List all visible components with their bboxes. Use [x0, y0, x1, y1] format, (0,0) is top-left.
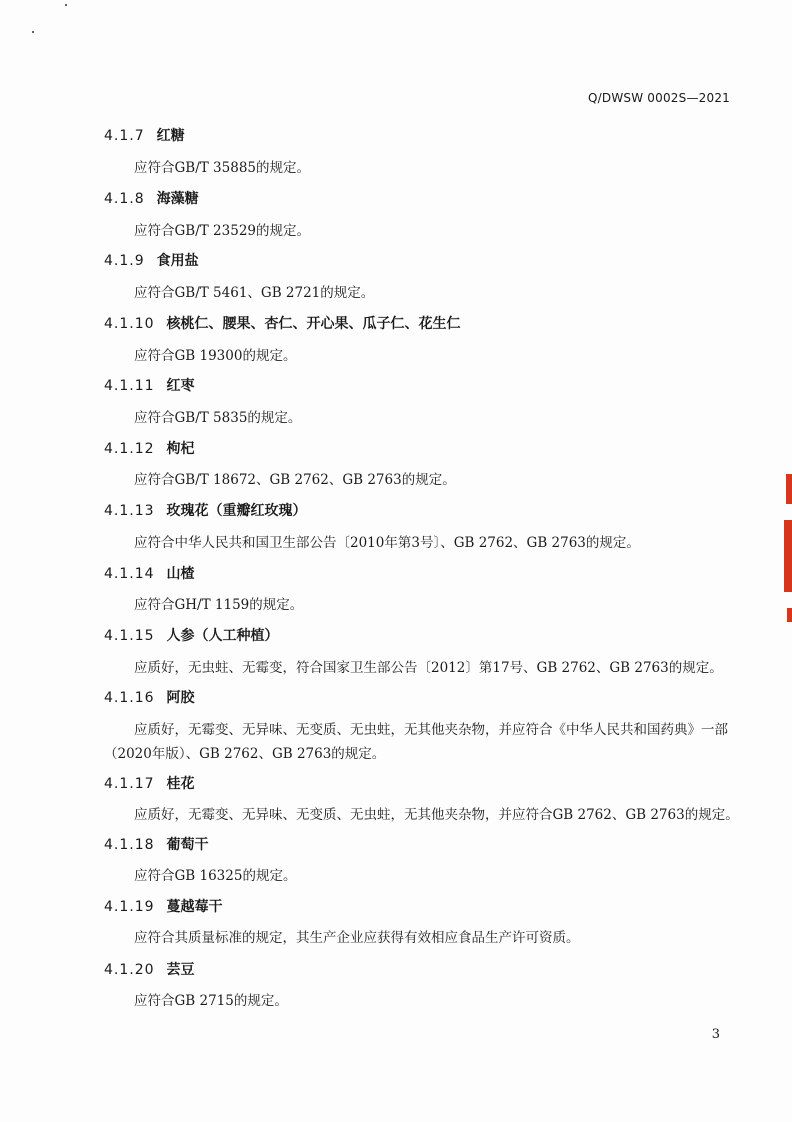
section-title: 海藻糖 [156, 191, 199, 207]
edge-stamp-mark [787, 608, 792, 622]
section-title: 蔓越莓干 [166, 899, 223, 915]
section-title: 玫瑰花（重瓣红玫瑰） [166, 503, 307, 519]
section-body: 应符合GB 16325的规定。 [134, 868, 297, 884]
scan-speck [32, 31, 34, 33]
section-number: 4.1.19 [104, 899, 155, 915]
section-heading [104, 440, 195, 458]
section-body: 应符合中华人民共和国卫生部公告〔2010年第3号〕、GB 2762、GB 2763的规定。 [134, 535, 640, 551]
section-body: 应符合GB/T 23529的规定。 [134, 223, 310, 239]
section-title: 红枣 [166, 378, 195, 394]
section-number: 4.1.12 [104, 441, 155, 457]
section-body: 应符合GB 2715的规定。 [134, 993, 288, 1009]
section-body: 应符合GB/T 5461、GB 2721的规定。 [134, 285, 375, 301]
section-title: 芸豆 [166, 962, 195, 978]
section-number: 4.1.8 [104, 191, 145, 207]
section-number: 4.1.20 [104, 962, 155, 978]
section-title: 核桃仁、腰果、杏仁、开心果、瓜子仁、花生仁 [166, 316, 461, 332]
section-heading [104, 689, 195, 707]
section-number: 4.1.13 [104, 503, 155, 519]
section-body: 应符合其质量标准的规定，其生产企业应获得有效相应食品生产许可资质。 [134, 930, 580, 946]
section-number: 4.1.17 [104, 776, 155, 792]
section-title: 桂花 [166, 776, 195, 792]
document-code: Q/DWSW 0002S—2021 [588, 91, 730, 105]
section-body: 应质好，无虫蛀、无霉变，符合国家卫生部公告〔2012〕第17号、GB 2762、GB 2763的规定。 [134, 660, 723, 676]
section-number: 4.1.15 [104, 628, 155, 644]
scan-speck [65, 4, 67, 6]
section-body: 应符合GH/T 1159的规定。 [134, 597, 304, 613]
section-title: 红糖 [156, 128, 185, 144]
section-heading [104, 775, 195, 793]
section-body: 应符合GB 19300的规定。 [134, 348, 297, 364]
section-title: 山楂 [166, 566, 195, 582]
section-heading [104, 627, 279, 645]
section-title: 人参（人工种植） [166, 628, 279, 644]
section-number: 4.1.11 [104, 378, 155, 394]
section-number: 4.1.10 [104, 316, 155, 332]
section-heading [104, 377, 195, 395]
page-number: 3 [711, 1027, 720, 1042]
section-title: 枸杞 [166, 441, 195, 457]
section-body: 应符合GB/T 5835的规定。 [134, 410, 302, 426]
section-heading [104, 127, 185, 145]
section-heading [104, 565, 195, 583]
section-number: 4.1.14 [104, 566, 155, 582]
section-number: 4.1.18 [104, 837, 155, 853]
section-body: 应质好，无霉变、无异味、无变质、无虫蛀，无其他夹杂物，并应符合GB 2762、GB 2763的规定。 [134, 807, 739, 823]
section-number: 4.1.9 [104, 253, 145, 269]
section-heading [104, 252, 199, 270]
section-heading [104, 961, 195, 979]
edge-stamp-mark [784, 520, 792, 592]
section-number: 4.1.16 [104, 690, 155, 706]
section-heading [104, 502, 307, 520]
section-title: 食用盐 [156, 253, 199, 269]
section-number: 4.1.7 [104, 128, 145, 144]
section-heading [104, 836, 209, 854]
section-title: 阿胶 [166, 690, 195, 706]
section-title: 葡萄干 [166, 837, 209, 853]
section-heading [104, 190, 199, 208]
section-body: 应质好，无霉变、无异味、无变质、无虫蛀，无其他夹杂物，并应符合《中华人民共和国药典》一部（2020年版）、GB 2762、GB 2763的规定。 [104, 722, 728, 762]
edge-stamp-mark [786, 474, 792, 504]
section-body: 应符合GB/T 18672、GB 2762、GB 2763的规定。 [134, 472, 456, 488]
section-body: 应符合GB/T 35885的规定。 [134, 160, 310, 176]
section-heading [104, 315, 461, 333]
section-heading [104, 898, 223, 916]
